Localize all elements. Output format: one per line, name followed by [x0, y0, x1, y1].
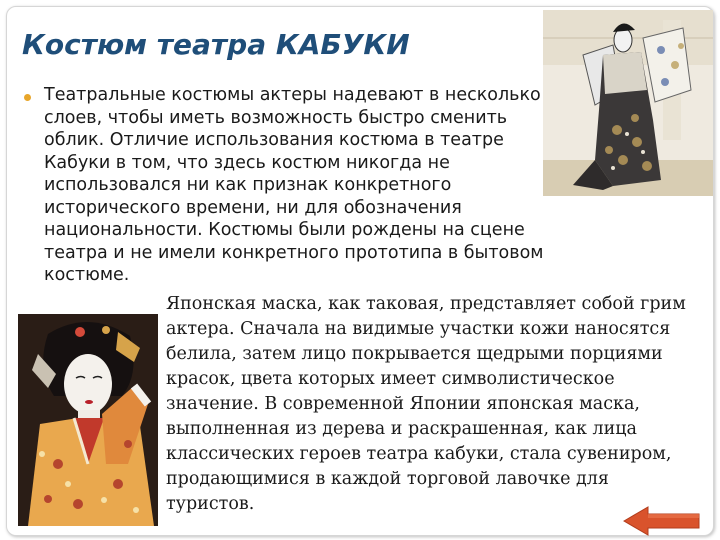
paragraph-mask: Японская маска, как таковая, представляет собой грим актера. Сначала на видимые участки кожи наносятся белила, затем лицо покрывается щедрыми порциями красок, цвета которых имеет символистическое значение. В современной Японии японская маска, выполненная из дерева и раскрашенная, как лица классических героев театра кабуки, стала сувениром, продающимися в каждой торговой лавочке для туристов.: [166, 294, 686, 514]
back-button[interactable]: [622, 506, 702, 536]
paragraph-costume: Театральные костюмы актеры надевают в несколько слоев, чтобы иметь возможность быстро сменить облик. Отличие использования костюма в театре Кабуки в том, что здесь костюм никогда не использовался ни как признак конкретного исторического времени, ни для обозначения национальности. Костюмы были рождены на сцене театра и не имели конкретного прототипа в бытовом костюме.: [44, 85, 544, 285]
kabuki-actor-photo: [543, 10, 713, 196]
bullet-icon: [24, 94, 31, 101]
kabuki-geisha-photo: [18, 314, 158, 526]
slide-title: Костюм театра КАБУКИ: [22, 28, 410, 61]
left-arrow-icon: [622, 506, 702, 536]
